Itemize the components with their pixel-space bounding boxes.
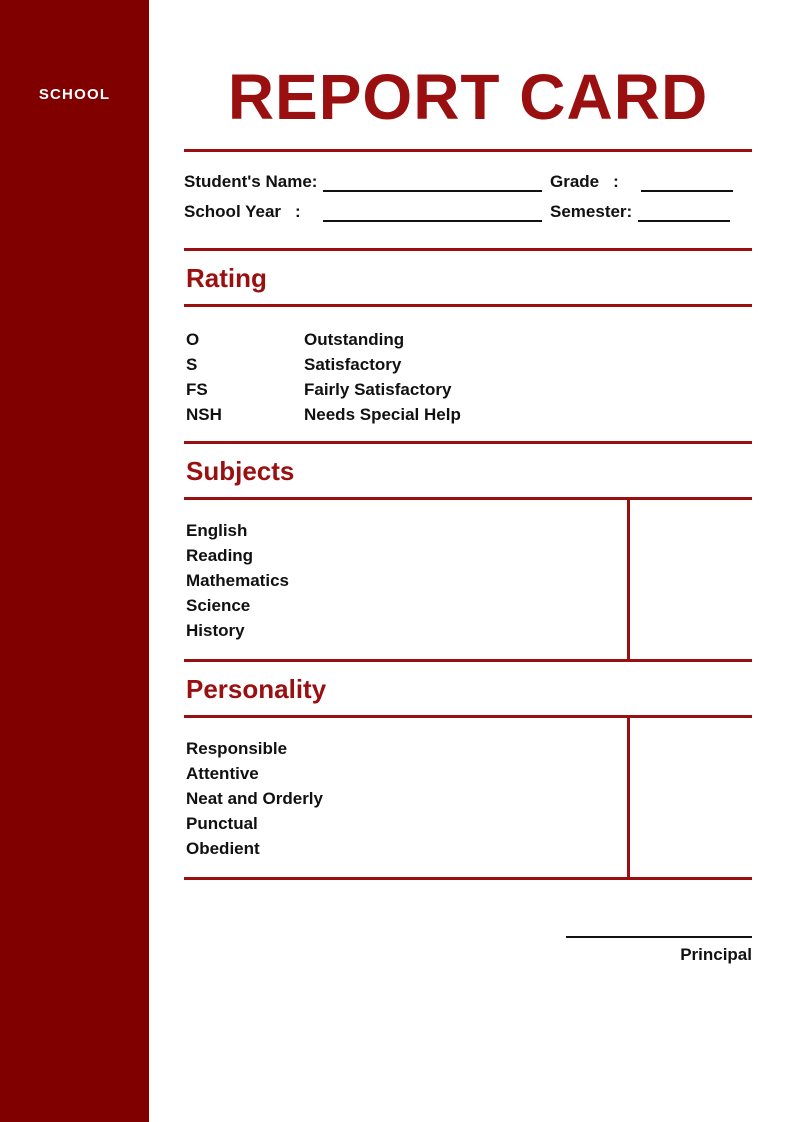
rating-meaning: Needs Special Help: [304, 405, 461, 424]
title-divider: [184, 149, 752, 152]
semester-input[interactable]: [638, 205, 730, 222]
grade-group: [550, 172, 752, 192]
principal-signature-input[interactable]: [566, 934, 752, 938]
student-info-block: [184, 172, 752, 222]
table-row: Punctual: [186, 814, 258, 833]
rating-meaning: Outstanding: [304, 330, 405, 349]
rating-code: NSH: [186, 405, 222, 424]
school-logo-text: SCHOOL: [38, 86, 111, 103]
table-row: English: [186, 521, 248, 540]
school-year-group: [184, 202, 550, 222]
school-year-row: [184, 202, 752, 222]
grade-colon: :: [613, 172, 619, 191]
rating-code: O: [186, 330, 200, 349]
page-title: REPORT CARD: [227, 61, 709, 133]
student-name-row: [184, 172, 752, 192]
table-row: History: [186, 621, 245, 640]
personality-heading: Personality: [186, 674, 327, 704]
grade-input[interactable]: [641, 175, 733, 192]
list-item: [186, 377, 752, 402]
table-row: Attentive: [186, 764, 259, 783]
rating-code: FS: [186, 380, 208, 399]
list-item: [186, 352, 752, 377]
subjects-list: [184, 500, 752, 659]
subjects-column-divider: [627, 500, 630, 659]
list-item: [186, 327, 752, 352]
rating-legend: [184, 307, 752, 441]
school-year-label: School Year: [184, 202, 282, 221]
personality-list: [184, 718, 752, 877]
sidebar: [0, 0, 149, 1122]
main-content: [184, 0, 752, 1122]
school-year-input[interactable]: [323, 205, 542, 222]
table-row: Neat and Orderly: [186, 789, 323, 808]
student-name-input[interactable]: [323, 175, 542, 192]
subjects-table: [184, 500, 752, 659]
table-row: Reading: [186, 546, 254, 565]
student-name-group: [184, 172, 550, 192]
student-name-label: Student's Name:: [184, 172, 318, 191]
personality-column-divider: [627, 718, 630, 877]
rating-meaning: Fairly Satisfactory: [304, 380, 452, 399]
personality-bottom-divider: [184, 877, 752, 880]
subjects-heading: Subjects: [186, 456, 295, 486]
table-row: Science: [186, 596, 251, 615]
table-row: Responsible: [186, 739, 288, 758]
list-item: [186, 402, 752, 427]
table-row: Obedient: [186, 839, 260, 858]
signature-block: [184, 934, 752, 965]
semester-label: Semester:: [550, 202, 633, 221]
principal-label: Principal: [680, 945, 752, 964]
school-year-colon: :: [295, 202, 301, 221]
personality-table: [184, 718, 752, 877]
table-row: Mathematics: [186, 571, 289, 590]
rating-heading: Rating: [186, 263, 267, 293]
rating-meaning: Satisfactory: [304, 355, 402, 374]
rating-code: S: [186, 355, 198, 374]
grade-label: Grade: [550, 172, 600, 191]
semester-group: [550, 202, 752, 222]
